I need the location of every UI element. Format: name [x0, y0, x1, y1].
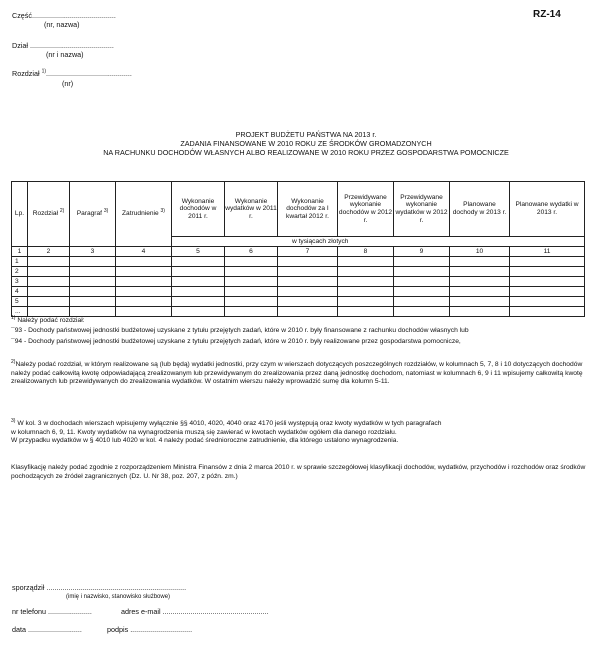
- czesc-dots: ..........................................: [31, 11, 116, 20]
- row-lp: 2: [12, 267, 28, 277]
- header-paragraf: Paragraf $^{3)}$: [70, 182, 116, 247]
- table-cell[interactable]: [278, 307, 338, 317]
- table-cell[interactable]: [172, 267, 225, 277]
- table-cell[interactable]: [70, 287, 116, 297]
- col-number: 5: [172, 247, 225, 257]
- table-cell[interactable]: [116, 257, 172, 267]
- table-cell[interactable]: [338, 287, 394, 297]
- row-lp: 4: [12, 287, 28, 297]
- col-number: 7: [278, 247, 338, 257]
- dzial-hint: (nr i nazwa): [46, 50, 84, 59]
- table-cell[interactable]: [338, 297, 394, 307]
- table-cell[interactable]: [450, 297, 510, 307]
- header-lp: Lp.: [12, 182, 28, 247]
- table-cell[interactable]: [510, 297, 585, 307]
- telefon-label: nr telefonu: [12, 607, 46, 616]
- footnote-1-text: Należy podać rozdział:: [17, 317, 85, 324]
- footnote-3-sup: 3): [11, 417, 16, 424]
- table-row[interactable]: [12, 287, 585, 297]
- footnote-2: [11, 358, 586, 387]
- rozdzial-field[interactable]: [12, 70, 132, 79]
- table-cell[interactable]: [450, 257, 510, 267]
- table-cell[interactable]: [510, 267, 585, 277]
- table-cell[interactable]: [278, 257, 338, 267]
- table-cell[interactable]: [510, 257, 585, 267]
- email-dots: .....................................................: [162, 607, 269, 616]
- col-number: 4: [116, 247, 172, 257]
- col-number: 1: [12, 247, 28, 257]
- table-cell[interactable]: [172, 307, 225, 317]
- table-row[interactable]: [12, 257, 585, 267]
- table-cell[interactable]: [278, 297, 338, 307]
- title-line-2: ZADANIA FINANSOWANE W 2010 ROKU ZE ŚRODKÓW GROMADZONYCH: [180, 139, 432, 148]
- table-cell[interactable]: [338, 257, 394, 267]
- footnote-1: $^{1)}$ Należy podać rozdział: ¯93 - Dochody państwowej jednostki budżetowej uzyskane z tytułu przejętych zadań, które w 2010 r. były finansowane z rachunku dochodów własnych lub ¯94 - Dochody państwowej jednostki budżetowej uzyskane z tytułu przejętych zadań, które w 2010 r. były realizowane przez gospodarstwa pomocnicze,: [11, 314, 469, 346]
- dzial-dots: ..........................................: [29, 41, 114, 50]
- footnote-2-sup: 2): [11, 358, 16, 365]
- table-cell[interactable]: [278, 287, 338, 297]
- table-header-row: [12, 182, 585, 237]
- table-cell[interactable]: [450, 307, 510, 317]
- podpis-field[interactable]: [107, 626, 192, 635]
- table-cell[interactable]: [116, 287, 172, 297]
- table-cell[interactable]: [394, 287, 450, 297]
- footnote-1-93: 93 - Dochody państwowej jednostki budżetowej uzyskane z tytułu przejętych zadań, które w 2010 r. były finansowane z rachunku dochodów własnych lub: [14, 326, 469, 334]
- table-cell[interactable]: [450, 287, 510, 297]
- table-cell[interactable]: [394, 257, 450, 267]
- col-number: 11: [510, 247, 585, 257]
- sporzadzil-label: sporządził: [12, 583, 45, 592]
- col-number: 10: [450, 247, 510, 257]
- table-row[interactable]: [12, 297, 585, 307]
- table-cell[interactable]: [116, 277, 172, 287]
- table-cell[interactable]: [28, 297, 70, 307]
- col-number: 9: [394, 247, 450, 257]
- col-number: 2: [28, 247, 70, 257]
- data-dots: ...........................: [28, 625, 82, 634]
- table-cell[interactable]: [225, 297, 278, 307]
- table-cell[interactable]: [70, 297, 116, 307]
- row-lp: 5: [12, 297, 28, 307]
- table-cell[interactable]: [510, 287, 585, 297]
- header-rozdzial: Rozdział $^{2)}$: [28, 182, 70, 247]
- telefon-field[interactable]: [12, 608, 92, 617]
- column-number-row: [12, 247, 585, 257]
- table-cell[interactable]: [172, 297, 225, 307]
- table-cell[interactable]: [278, 277, 338, 287]
- table-row[interactable]: [12, 307, 585, 317]
- sporzadzil-field[interactable]: [12, 584, 186, 593]
- table-row[interactable]: [12, 277, 585, 287]
- czesc-hint: (nr, nazwa): [44, 20, 80, 29]
- title-line-3: NA RACHUNKU DOCHODÓW WŁASNYCH ALBO REALIZOWANE W 2010 ROKU PRZEZ GOSPODARSTWA POMOCNICZE: [103, 148, 509, 157]
- table-cell[interactable]: [394, 297, 450, 307]
- table-cell[interactable]: [70, 257, 116, 267]
- table-cell[interactable]: [70, 267, 116, 277]
- footnote-3-line-2: w kolumnach 6, 9, 11. Kwoty wydatków na wynagrodzenia muszą się zawierać w kwotach wydatków ogółem dla danego rozdziału.: [11, 428, 397, 436]
- sporzadzil-dots: ......................................................................: [46, 583, 187, 592]
- table-cell[interactable]: [116, 267, 172, 277]
- footnote-1-sup: 1): [11, 314, 16, 321]
- table-cell[interactable]: [450, 277, 510, 287]
- czesc-label: Część: [12, 11, 32, 20]
- budget-table: [11, 181, 585, 317]
- podpis-dots: ...............................: [130, 625, 193, 634]
- table-cell[interactable]: [28, 307, 70, 317]
- table-cell[interactable]: [225, 277, 278, 287]
- document-title: [0, 130, 612, 157]
- table-cell[interactable]: [225, 267, 278, 277]
- header-col-7: Wykonanie dochodów za I kwartał 2012 r.: [278, 182, 338, 237]
- col-number: 3: [70, 247, 116, 257]
- table-cell[interactable]: [116, 297, 172, 307]
- table-cell[interactable]: [225, 307, 278, 317]
- klasyfikacja-note: Klasyfikację należy podać zgodnie z rozporządzeniem Ministra Finansów z dnia 2 marca 2010 r. w sprawie szczegółowej klasyfikacji dochodów, wydatków, przychodów i rozchodów oraz środków pochodzących ze źródeł zagranicznych (Dz. U. Nr 38, poz. 207, z późn. zm.): [11, 464, 586, 480]
- table-cell[interactable]: [172, 257, 225, 267]
- rozdzial-dots: ...........................................: [46, 69, 132, 78]
- rozdzial-sup: 1): [41, 68, 47, 75]
- table-cell[interactable]: [225, 257, 278, 267]
- table-cell[interactable]: [338, 307, 394, 317]
- table-cell[interactable]: [450, 267, 510, 277]
- data-field[interactable]: [12, 626, 82, 635]
- form-code: RZ-14: [533, 9, 561, 20]
- podpis-label: podpis: [107, 625, 129, 634]
- row-lp: ...: [12, 307, 28, 317]
- table-cell[interactable]: [172, 277, 225, 287]
- table-cell[interactable]: [28, 287, 70, 297]
- rozdzial-hint: (nr): [62, 79, 74, 88]
- table-cell[interactable]: [225, 287, 278, 297]
- table-cell[interactable]: [394, 267, 450, 277]
- table-cell[interactable]: [116, 307, 172, 317]
- footnote-3-line-3: W przypadku wydatków w § 4010 lub 4020 w kol. 4 należy podać średnioroczne zatrudnienie, dla którego ustalono wynagrodzenia.: [11, 437, 399, 445]
- row-lp: 1: [12, 257, 28, 267]
- footnote-1-94: 94 - Dochody państwowej jednostki budżetowej uzyskane z tytułu przejętych zadań, które w 2010 r. były realizowane przez gospodarstwa pomocnicze,: [14, 338, 461, 346]
- table-cell[interactable]: [510, 277, 585, 287]
- table-cell[interactable]: [70, 307, 116, 317]
- telefon-dots: ......................: [47, 607, 92, 616]
- table-cell[interactable]: [394, 277, 450, 287]
- dzial-label: Dział: [12, 41, 28, 50]
- email-label: adres e-mail: [121, 607, 161, 616]
- rozdzial-label: Rozdział: [12, 69, 40, 78]
- header-col-5: Wykonanie dochodów w 2011 r.: [172, 182, 225, 237]
- sporzadzil-hint: (imię i nazwisko, stanowisko służbowe): [66, 594, 171, 600]
- title-line-1: PROJEKT BUDŻETU PAŃSTWA NA 2013 r.: [235, 130, 377, 139]
- header-col-9: Przewidywane wykonanie wydatków w 2012 r.: [394, 182, 450, 237]
- table-cell[interactable]: [70, 277, 116, 287]
- table-cell[interactable]: [510, 307, 585, 317]
- footnote-3-line-1: W kol. 3 w dochodach wierszach wpisujemy wyłącznie §§ 4010, 4020, 4040 oraz 4170 jeśli występują oraz kwoty wydatków w tych paragrafach: [17, 420, 442, 427]
- footnote-2-text: Należy podać rozdział, w którym realizowane są (lub będą) wydatki jednostki, przy czym w wierszach dotyczących poszczególnych rozdziałów, w kolumnach 5, 7, 8 i 10 dotyczących dochodów należy podać całkowitą kwotę odpowiadającą zrealizowanym lub przewidywanym do zrealizowania przez daną jednostkę dochodom, natomiast w kolumnach 6, 9 i 11 wpisujemy całkowitą kwotę zrealizowanych lub przewidywanych do zrealizowania wydatków. W ostatnim wierszu należy wprowadzić sumę dla kolumn 5-11.: [11, 361, 583, 386]
- table-cell[interactable]: [28, 277, 70, 287]
- header-col-8: Przewidywane wykonanie dochodów w 2012 r.: [338, 182, 394, 237]
- col-number: 8: [338, 247, 394, 257]
- header-col-10: Planowane dochody w 2013 r.: [450, 182, 510, 237]
- table-cell[interactable]: [172, 287, 225, 297]
- row-lp: 3: [12, 277, 28, 287]
- col-number: 6: [225, 247, 278, 257]
- email-field[interactable]: [121, 608, 268, 617]
- header-col-11: Planowane wydatki w 2013 r.: [510, 182, 585, 237]
- footnote-3: [11, 417, 586, 446]
- table-cell[interactable]: [338, 277, 394, 287]
- header-col-6: Wykonanie wydatków w 2011 r.: [225, 182, 278, 237]
- data-label: data: [12, 625, 26, 634]
- table-cell[interactable]: [394, 307, 450, 317]
- table-cell[interactable]: [338, 267, 394, 277]
- header-zatrudnienie: Zatrudnienie $^{3)}$: [116, 182, 172, 247]
- table-cell[interactable]: [28, 257, 70, 267]
- unit-label: w tysiącach złotych: [172, 237, 585, 247]
- table-cell[interactable]: [28, 267, 70, 277]
- table-cell[interactable]: [278, 267, 338, 277]
- table-row[interactable]: [12, 267, 585, 277]
